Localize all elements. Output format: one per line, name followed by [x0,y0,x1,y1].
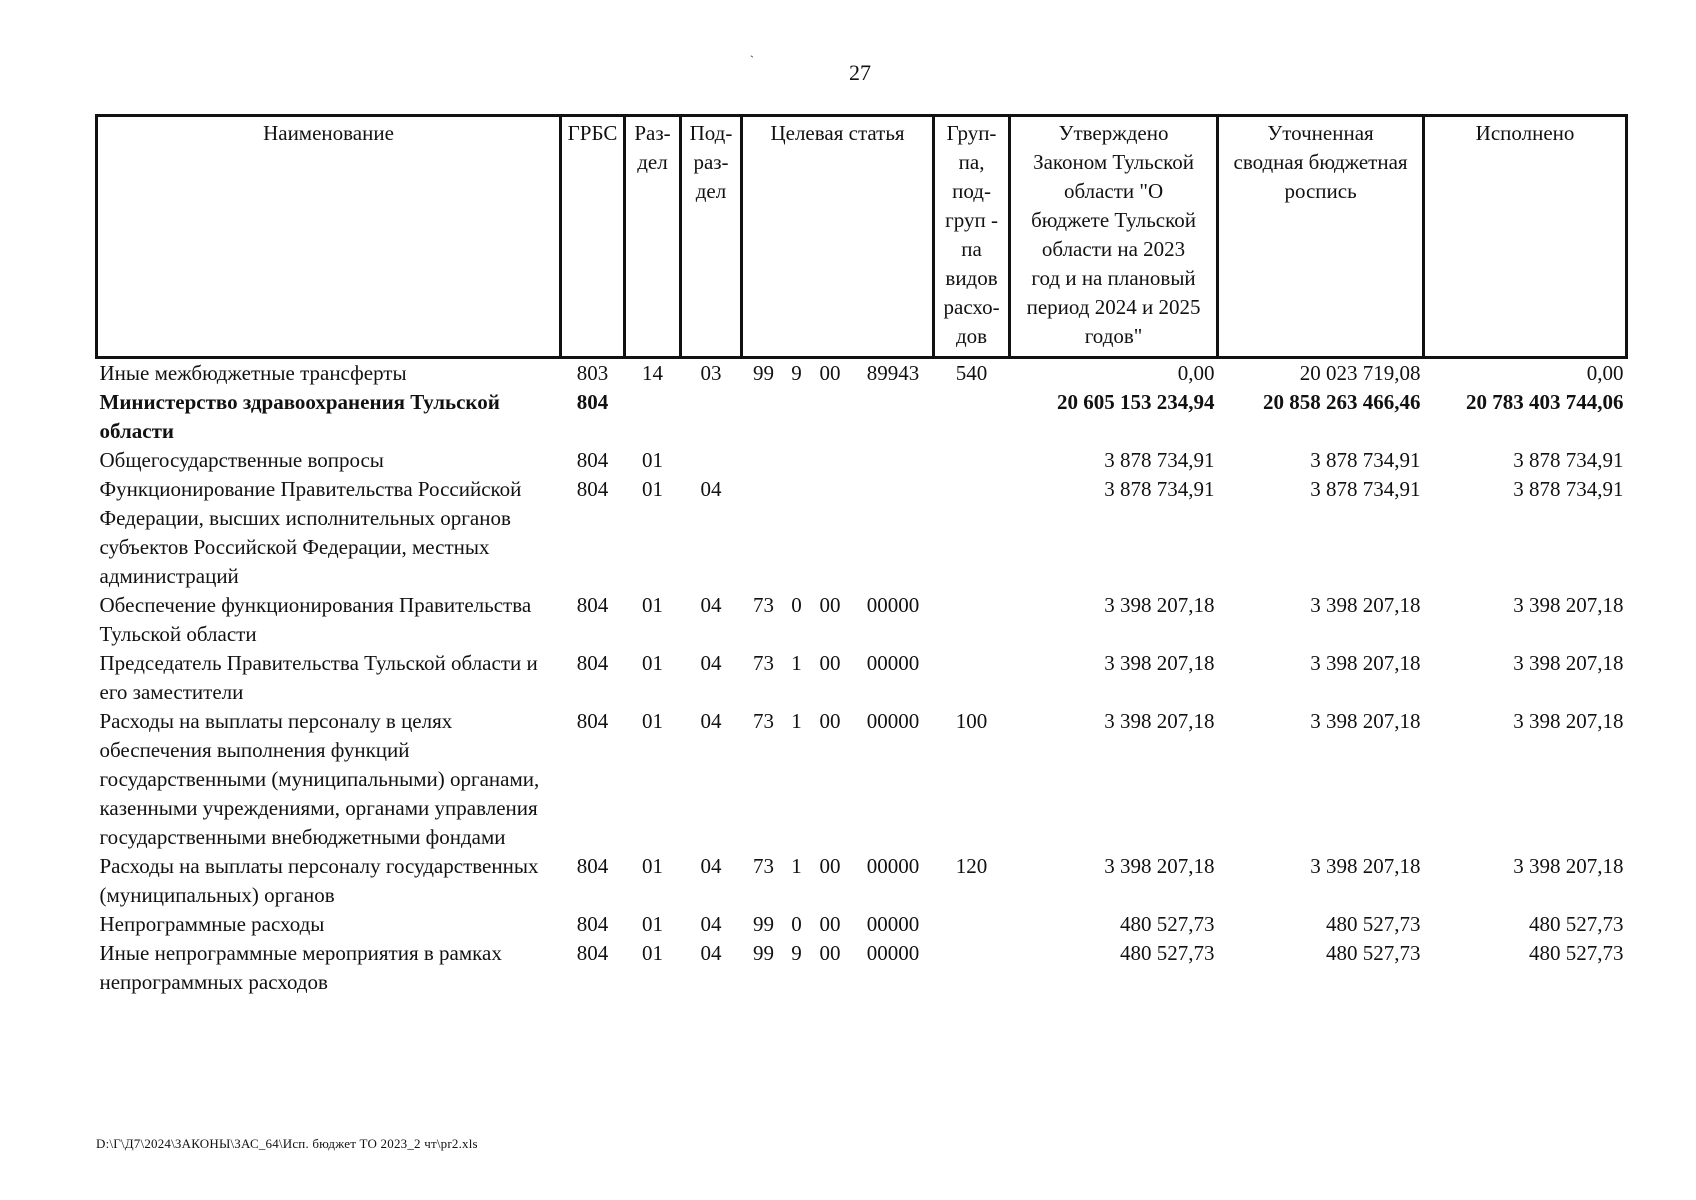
row-ts-program: 99 [753,912,774,936]
row-ts-direction: 00000 [866,941,920,965]
row-ts-subprogram [786,388,808,446]
header-podrazdel: Под- раз- дел [681,116,742,358]
row-ts-direction: 00000 [866,912,920,936]
row-grbs: 804 [576,709,609,733]
row-ts-main-event: 00 [819,709,841,733]
row-ts-program: 99 [753,361,774,385]
row-approved: 20 605 153 234,94 [1057,390,1215,414]
row-ts-subprogram: 9 [791,941,802,965]
table-row [97,649,1627,707]
row-ts-main-event: 00 [819,651,841,675]
row-ts-program: 73 [753,593,774,617]
row-razdel: 01 [642,709,663,733]
row-podrazdel: 04 [700,651,722,675]
row-executed: 3 878 734,91 [1513,448,1624,472]
row-vr [934,388,1010,446]
row-refined: 480 527,73 [1326,912,1421,936]
row-ts-subprogram: 0 [791,912,802,936]
table-row [97,852,1627,910]
footer-file-path: D:\Г\Д7\2024\ЗАКОНЫ\ЗАС_64\Исп. бюджет ТО 2023_2 чт\pr2.xls [96,1136,478,1151]
row-vr [934,910,1010,939]
row-ts-program [742,388,786,446]
row-refined: 20 858 263 466,46 [1263,390,1421,414]
row-ts-subprogram: 9 [791,361,802,385]
row-name: Расходы на выплаты персоналу государственных (муниципальных) органов [99,854,539,907]
table-row [97,707,1627,852]
row-grbs: 803 [576,361,609,385]
row-podrazdel [681,388,742,446]
table-row [97,446,1627,475]
row-podrazdel: 04 [700,593,722,617]
table-row [97,939,1627,997]
row-executed: 3 398 207,18 [1513,593,1624,617]
header-tselevaya-statya: Целевая статья [742,116,934,358]
row-podrazdel: 03 [700,361,722,385]
row-name: Обеспечение функционирования Правительства Тульской области [99,593,532,646]
row-ts-main-event: 00 [819,941,841,965]
row-grbs: 804 [576,477,609,501]
row-ts-program: 73 [753,854,774,878]
row-podrazdel: 04 [700,477,722,501]
row-grbs: 804 [576,941,609,965]
row-ts-direction [853,446,934,475]
table-header-row [97,116,1627,358]
row-ts-subprogram: 1 [791,651,802,675]
row-approved: 480 527,73 [1120,912,1215,936]
row-ts-direction: 89943 [866,361,920,385]
header-gruppa-vidov-raskhodov: Груп- па, под- груп - па видов расхо- дов [934,116,1010,358]
row-ts-direction [853,475,934,591]
row-executed: 3 398 207,18 [1513,854,1624,878]
row-name: Функционирование Правительства Российской Федерации, высших исполнительных органов субъектов Российской Федерации, местных администраций [99,477,522,588]
row-executed: 20 783 403 744,06 [1466,390,1624,414]
row-ts-main-event: 00 [819,912,841,936]
row-name: Председатель Правительства Тульской области и его заместители [99,651,538,704]
row-razdel [625,388,681,446]
row-podrazdel [681,446,742,475]
row-vr [934,591,1010,649]
row-ts-program [742,446,786,475]
budget-table [95,114,1628,997]
row-refined: 3 398 207,18 [1310,709,1421,733]
row-vr: 540 [955,361,988,385]
row-name: Общегосударственные вопросы [99,448,384,472]
scan-mark: ˏ [750,44,754,58]
row-refined: 3 878 734,91 [1310,448,1421,472]
row-razdel: 14 [642,361,663,385]
row-vr [934,475,1010,591]
row-ts-program: 73 [753,651,774,675]
row-approved: 3 878 734,91 [1104,477,1215,501]
row-refined: 3 398 207,18 [1310,854,1421,878]
row-grbs: 804 [576,651,609,675]
row-approved: 0,00 [1177,361,1215,385]
row-name: Министерство здравоохранения Тульской области [99,390,500,443]
row-approved: 3 398 207,18 [1104,854,1215,878]
row-name: Иные непрограммные мероприятия в рамках непрограммных расходов [99,941,502,994]
header-utverzhdeno: Утверждено Законом Тульской области "О бюджете Тульской области на 2023 год и на плановый период 2024 и 2025 годов" [1010,116,1218,358]
row-ts-main-event: 00 [819,593,841,617]
row-approved: 3 398 207,18 [1104,593,1215,617]
table-row [97,591,1627,649]
row-ts-direction: 00000 [866,854,920,878]
row-name: Непрограммные расходы [99,912,325,936]
row-podrazdel: 04 [700,709,722,733]
row-podrazdel: 04 [700,854,722,878]
row-ts-program [742,475,786,591]
page-number: 27 [849,60,871,85]
row-podrazdel: 04 [700,912,722,936]
row-ts-subprogram: 0 [791,593,802,617]
row-executed: 0,00 [1586,361,1624,385]
row-razdel: 01 [642,448,663,472]
row-ts-subprogram [786,446,808,475]
row-name: Иные межбюджетные трансферты [99,361,407,385]
row-ts-direction: 00000 [866,593,920,617]
row-executed: 480 527,73 [1529,912,1624,936]
header-grbs: ГРБС [561,116,625,358]
row-ts-program: 99 [753,941,774,965]
row-ts-subprogram: 1 [791,854,802,878]
row-ts-main-event: 00 [819,854,841,878]
table-row [97,358,1627,389]
row-vr: 120 [955,854,988,878]
row-razdel: 01 [642,477,663,501]
row-executed: 3 398 207,18 [1513,709,1624,733]
row-razdel: 01 [642,651,663,675]
row-razdel: 01 [642,912,663,936]
row-grbs: 804 [576,390,609,414]
table-row [97,910,1627,939]
row-executed: 3 398 207,18 [1513,651,1624,675]
row-razdel: 01 [642,593,663,617]
header-name: Наименование [97,116,561,358]
header-utochnennaya-rospis: Уточненная сводная бюджетная роспись [1218,116,1424,358]
row-ts-direction: 00000 [866,651,920,675]
row-grbs: 804 [576,854,609,878]
row-vr: 100 [955,709,988,733]
row-vr [934,939,1010,997]
header-razdel: Раз- дел [625,116,681,358]
row-name: Расходы на выплаты персоналу в целях обеспечения выполнения функций государственными (муниципальными) органами, казенными учреждениями, органами управления государственными внебюджетными фондами [99,709,540,849]
row-vr [934,649,1010,707]
row-ts-main-event [808,388,853,446]
row-grbs: 804 [576,593,609,617]
row-ts-subprogram: 1 [791,709,802,733]
row-approved: 480 527,73 [1120,941,1215,965]
row-refined: 3 398 207,18 [1310,593,1421,617]
row-ts-direction: 00000 [866,709,920,733]
row-executed: 3 878 734,91 [1513,477,1624,501]
row-refined: 3 398 207,18 [1310,651,1421,675]
row-ts-main-event: 00 [819,361,841,385]
header-ispolneno: Исполнено [1424,116,1627,358]
row-ts-direction [853,388,934,446]
row-ts-program: 73 [753,709,774,733]
row-ts-main-event [808,446,853,475]
row-vr [934,446,1010,475]
row-razdel: 01 [642,941,663,965]
row-razdel: 01 [642,854,663,878]
row-approved: 3 398 207,18 [1104,709,1215,733]
table-row [97,388,1627,446]
row-refined: 480 527,73 [1326,941,1421,965]
row-grbs: 804 [576,448,609,472]
row-approved: 3 398 207,18 [1104,651,1215,675]
row-refined: 20 023 719,08 [1299,361,1421,385]
row-approved: 3 878 734,91 [1104,448,1215,472]
row-executed: 480 527,73 [1529,941,1624,965]
row-grbs: 804 [576,912,609,936]
row-ts-subprogram [786,475,808,591]
row-ts-main-event [808,475,853,591]
row-podrazdel: 04 [700,941,722,965]
row-refined: 3 878 734,91 [1310,477,1421,501]
table-row [97,475,1627,591]
